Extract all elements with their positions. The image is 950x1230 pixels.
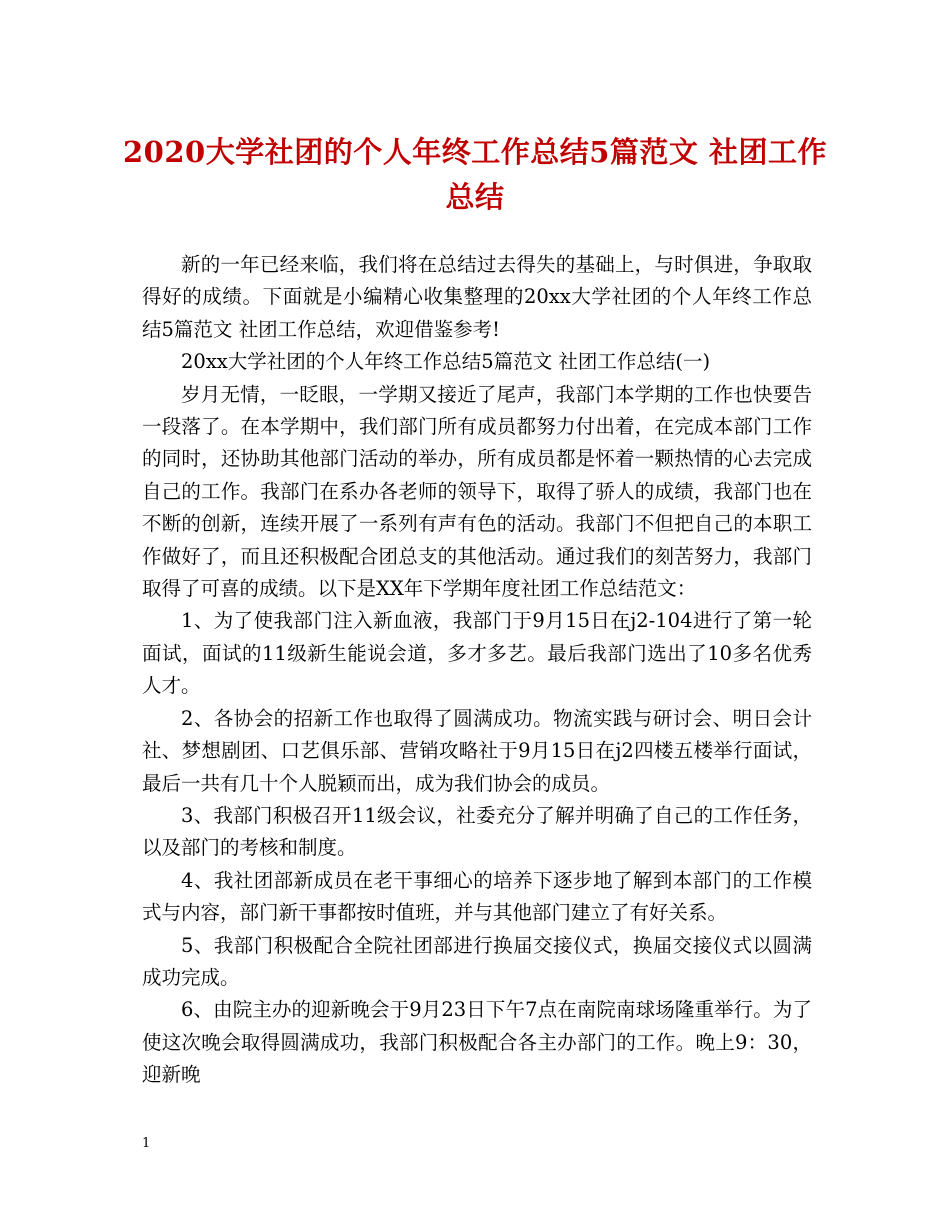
paragraph-item-3: 3、我部门积极召开11级会议，社委充分了解并明确了自己的工作任务，以及部门的考核和制度。 (142, 803, 812, 860)
paragraph-intro: 新的一年已经来临，我们将在总结过去得失的基础上，与时俱进，争取取得好的成绩。下面就是小编精心收集整理的20xx大学社团的个人年终工作总结5篇范文 社团工作总结，欢迎借鉴参考! (142, 253, 812, 341)
page-number: 1 (142, 1136, 151, 1151)
paragraph-item-1: 1、为了使我部门注入新血液，我部门于9月15日在j2-104进行了第一轮面试，面试的11级新生能说会道，多才多艺。最后我部门选出了10多名优秀人才。 (142, 609, 812, 698)
paragraph-section-heading: 20xx大学社团的个人年终工作总结5篇范文 社团工作总结(一) (181, 350, 711, 374)
paragraph-item-6: 6、由院主办的迎新晚会于9月23日下午7点在南院南球场隆重举行。为了使这次晚会取得圆满成功，我部门积极配合各主办部门的工作。晚上9：30，迎新晚 (142, 998, 812, 1087)
paragraph-item-2: 2、各协会的招新工作也取得了圆满成功。物流实践与研讨会、明日会计社、梦想剧团、口艺俱乐部、营销攻略社于9月15日在j2四楼五楼举行面试，最后一共有几十个人脱颖而出，成为我们协会的成员。 (142, 706, 812, 795)
document-title: 2020大学社团的个人年终工作总结5篇范文 社团工作总结 (123, 135, 827, 214)
paragraph-overview: 岁月无情，一眨眼，一学期又接近了尾声，我部门本学期的工作也快要告一段落了。在本学期中，我们部门所有成员都努力付出着，在完成本部门工作的同时，还协助其他部门活动的举办，所有成员都是怀着一颗热情的心去完成自己的工作。我部门在系办各老师的领导下，取得了骄人的成绩，我部门也在不断的创新，连续开展了一系列有声有色的活动。我部门不但把自己的本职工作做好了，而且还积极配合团总支的其他活动。通过我们的刻苦努力，我部门取得了可喜的成绩。以下是XX年下学期年度社团工作总结范文： (142, 382, 812, 601)
paragraph-item-4: 4、我社团部新成员在老干事细心的培养下逐步地了解到本部门的工作模式与内容，部门新干事都按时值班，并与其他部门建立了有好关系。 (142, 868, 812, 925)
document-body (142, 249, 812, 1092)
paragraph-item-5: 5、我部门积极配合全院社团部进行换届交接仪式，换届交接仪式以圆满成功完成。 (142, 933, 812, 989)
